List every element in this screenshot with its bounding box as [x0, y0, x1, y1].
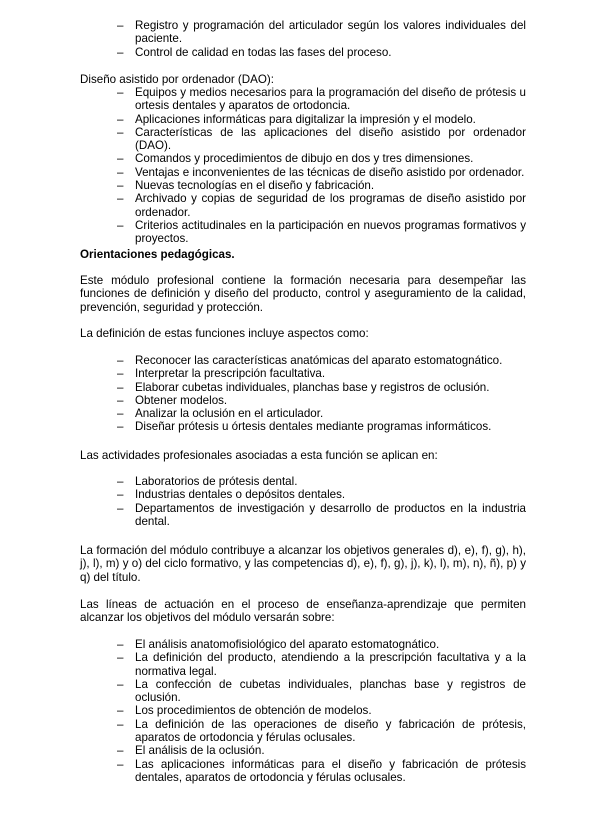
para-lineas: Las líneas de actuación en el proceso de enseñanza-aprendizaje que permiten alcanzar los objetivos del módulo versarán sobre: [80, 598, 526, 625]
list-item: – La confección de cubetas individuales, planchas base y registros de oclusión. [80, 678, 526, 705]
list-item: – Registro y programación del articulador según los valores individuales del paciente. [80, 19, 526, 46]
list-item: – Diseñar prótesis u órtesis dentales mediante programas informáticos. [80, 420, 526, 433]
dao-intro: Diseño asistido por ordenador (DAO): [80, 73, 274, 86]
list-item: – Criterios actitudinales en la participación en nuevos programas formativos y proyectos. [80, 219, 526, 246]
list-item: – La definición del producto, atendiendo a la prescripción facultativa y a la normativa legal. [80, 651, 526, 678]
para-actividades: Las actividades profesionales asociadas a esta función se aplican en: [80, 449, 438, 462]
list-item: – Control de calidad en todas las fases del proceso. [80, 46, 526, 59]
list-item: – Equipos y medios necesarios para la programación del diseño de prótesis u ortesis dentales y aparatos de ortodoncia. [80, 86, 526, 113]
list-actividades [80, 475, 526, 528]
list-funciones [80, 354, 526, 434]
list-item: – Elaborar cubetas individuales, planchas base y registros de oclusión. [80, 381, 526, 394]
list-item: – El análisis de la oclusión. [80, 744, 526, 757]
list-item: – Aplicaciones informáticas para digitalizar la impresión y el modelo. [80, 113, 526, 126]
para-modulo: Este módulo profesional contiene la formación necesaria para desempeñar las funciones de definición y diseño del producto, control y aseguramiento de la calidad, prevención, seguridad y protección. [80, 274, 526, 314]
list-item: – Obtener modelos. [80, 394, 526, 407]
para-definicion: La definición de estas funciones incluye aspectos como: [80, 327, 369, 340]
list-item: – Las aplicaciones informáticas para el diseño y fabricación de prótesis dentales, aparatos de ortodoncia y férulas oclusales. [80, 758, 526, 785]
section-heading: Orientaciones pedagógicas. [80, 248, 235, 261]
list-item: – La definición de las operaciones de diseño y fabricación de prótesis, aparatos de ortodoncia y férulas oclusales. [80, 718, 526, 745]
list-item: – Comandos y procedimientos de dibujo en dos y tres dimensiones. [80, 152, 526, 165]
list-item: – Características de las aplicaciones del diseño asistido por ordenador (DAO). [80, 126, 526, 153]
list-item: – Departamentos de investigación y desarrollo de productos en la industria dental. [80, 502, 526, 529]
list-lineas [80, 638, 526, 784]
list-item: – Industrias dentales o depósitos dentales. [80, 488, 526, 501]
list-item: – Laboratorios de prótesis dental. [80, 475, 526, 488]
list-dao [80, 86, 526, 246]
list-item: – Interpretar la prescripción facultativa. [80, 367, 526, 380]
para-formacion: La formación del módulo contribuye a alcanzar los objetivos generales d), e), f), g), h), j), l), m) y o) del ciclo formativo, y las competencias d), e), f), g), j), k), l), m), n), ñ), p) y q) del título. [80, 544, 526, 584]
list-item: – Reconocer las características anatómicas del aparato estomatognático. [80, 354, 526, 367]
list-item: – El análisis anatomofisiológico del aparato estomatognático. [80, 638, 526, 651]
list-item: – Archivado y copias de seguridad de los programas de diseño asistido por ordenador. [80, 192, 526, 219]
list-registro-calidad [80, 19, 526, 59]
list-item: – Analizar la oclusión en el articulador. [80, 407, 526, 420]
list-item: – Los procedimientos de obtención de modelos. [80, 704, 526, 717]
list-item: – Nuevas tecnologías en el diseño y fabricación. [80, 179, 526, 192]
list-item: – Ventajas e inconvenientes de las técnicas de diseño asistido por ordenador. [80, 166, 526, 179]
